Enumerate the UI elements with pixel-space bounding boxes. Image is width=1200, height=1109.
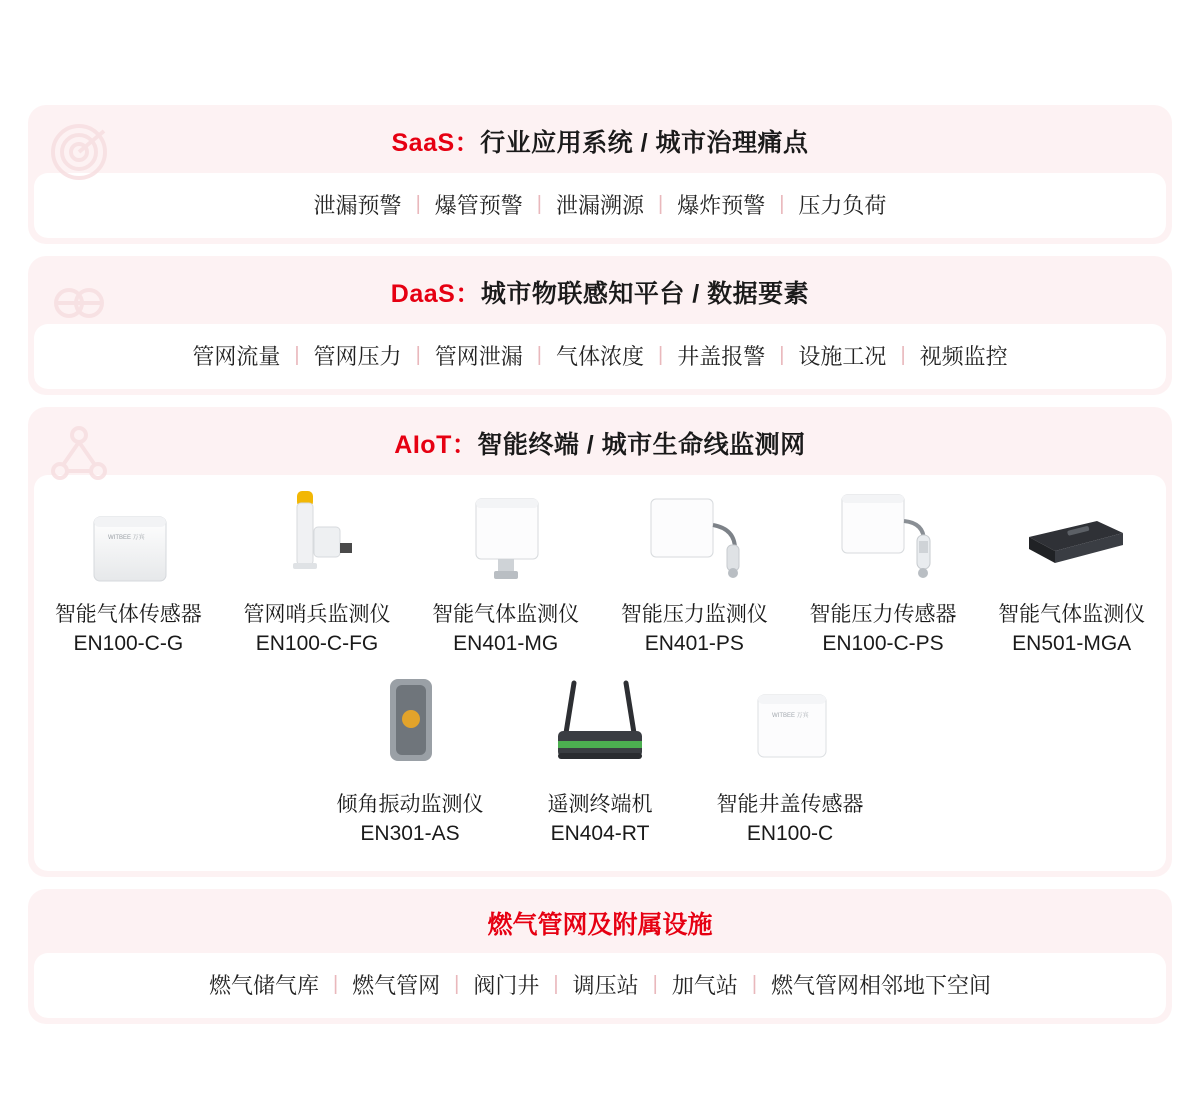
saas-title	[28, 105, 1172, 173]
saas-chip: 压力负荷	[798, 193, 887, 218]
separator: |	[751, 972, 758, 995]
infra-chip: 加气站	[671, 972, 738, 998]
sensor-box-white-icon	[34, 485, 223, 593]
device-name: 倾角振动监测仪	[336, 792, 484, 816]
layer-daas	[28, 256, 1172, 395]
separator: |	[900, 344, 906, 366]
separator: |	[536, 344, 542, 366]
aiot-title-lead: AIoT：	[394, 431, 478, 459]
saas-chip-row	[34, 173, 1166, 238]
layer-saas	[28, 105, 1172, 244]
device-card[interactable]	[600, 485, 789, 659]
infra-chip: 燃气管网相邻地下空间	[771, 972, 992, 998]
device-name: 智能气体监测仪	[998, 603, 1146, 626]
device-name: 智能井盖传感器	[716, 792, 864, 816]
saas-chip: 爆炸预警	[677, 193, 766, 218]
saas-title-rest: 行业应用系统 / 城市治理痛点	[480, 129, 809, 157]
daas-title	[28, 256, 1172, 324]
infra-title: 燃气管网及附属设施	[487, 910, 713, 939]
device-name: 智能气体监测仪	[432, 603, 580, 626]
device-name: 智能压力传感器	[809, 603, 957, 626]
device-model: EN301-AS	[360, 821, 460, 845]
device-name: 智能气体传感器	[54, 603, 202, 626]
gas-monitor-black-icon	[977, 485, 1166, 593]
separator: |	[658, 193, 664, 215]
gas-monitor-icon	[411, 485, 600, 593]
svg-text:WITBEE 万宾: WITBEE 万宾	[772, 712, 809, 719]
daas-chip: 气体浓度	[555, 344, 644, 369]
saas-title-lead: SaaS：	[391, 129, 481, 157]
daas-title-lead: DaaS：	[390, 280, 481, 308]
device-name: 遥测终端机	[547, 792, 653, 816]
device-row-1	[34, 485, 1166, 659]
daas-chip: 视频监控	[919, 344, 1008, 369]
device-card[interactable]	[411, 485, 600, 659]
device-model: EN404-RT	[550, 821, 650, 845]
infra-chip: 燃气储气库	[208, 972, 319, 998]
daas-chip: 井盖报警	[677, 344, 766, 369]
daas-chip: 设施工况	[798, 344, 887, 369]
infra-chip: 调压站	[572, 972, 639, 998]
aiot-title	[28, 407, 1172, 475]
rtu-router-icon	[505, 675, 695, 783]
separator: |	[779, 344, 785, 366]
device-card[interactable]	[977, 485, 1166, 659]
device-card[interactable]	[315, 675, 505, 849]
aiot-device-gallery	[34, 475, 1166, 871]
sentinel-probe-icon	[223, 485, 412, 593]
infra-chip-row	[34, 953, 1166, 1018]
device-model: EN100-C-G	[73, 631, 184, 655]
infra-chip: 燃气管网	[352, 972, 441, 998]
device-model: EN501-MGA	[1012, 631, 1132, 655]
pressure-monitor-icon	[600, 485, 789, 593]
svg-text:WITBEE 万宾: WITBEE 万宾	[108, 535, 145, 541]
daas-chip: 管网泄漏	[434, 344, 523, 369]
device-model: EN100-C-FG	[255, 631, 379, 655]
daas-title-rest: 城市物联感知平台 / 数据要素	[480, 280, 810, 308]
separator: |	[294, 344, 300, 366]
device-card[interactable]	[505, 675, 695, 849]
device-model: EN100-C	[746, 821, 834, 845]
device-name: 智能压力监测仪	[620, 603, 768, 626]
saas-chip: 泄漏预警	[313, 193, 402, 218]
device-model: EN401-PS	[644, 631, 744, 655]
device-card[interactable]	[695, 675, 885, 849]
pressure-sensor-icon	[789, 485, 978, 593]
daas-chip: 管网压力	[313, 344, 402, 369]
device-name: 管网哨兵监测仪	[243, 603, 391, 626]
separator: |	[553, 972, 559, 995]
device-model: EN100-C-PS	[822, 631, 944, 655]
separator: |	[779, 193, 785, 215]
separator: |	[454, 972, 460, 995]
infra-body	[34, 953, 1166, 1018]
device-card[interactable]	[789, 485, 978, 659]
device-card[interactable]	[223, 485, 412, 659]
separator: |	[415, 344, 421, 366]
device-card[interactable]	[34, 485, 223, 659]
daas-chip-row	[34, 324, 1166, 389]
separator: |	[415, 193, 421, 215]
infra-chip: 阀门井	[473, 972, 540, 998]
tilt-vibration-icon	[315, 675, 505, 783]
layer-infrastructure	[28, 889, 1172, 1024]
device-row-2	[34, 675, 1166, 849]
manhole-sensor-icon	[695, 675, 885, 783]
daas-chip: 管网流量	[192, 344, 281, 369]
layer-aiot	[28, 407, 1172, 877]
aiot-title-rest: 智能终端 / 城市生命线监测网	[477, 431, 806, 459]
separator: |	[658, 344, 664, 366]
separator: |	[536, 193, 542, 215]
device-model: EN401-MG	[453, 631, 559, 655]
saas-chip: 泄漏溯源	[555, 193, 644, 218]
separator: |	[652, 972, 658, 995]
daas-body	[34, 324, 1166, 389]
saas-body	[34, 173, 1166, 238]
separator: |	[332, 972, 339, 995]
saas-chip: 爆管预警	[434, 193, 523, 218]
